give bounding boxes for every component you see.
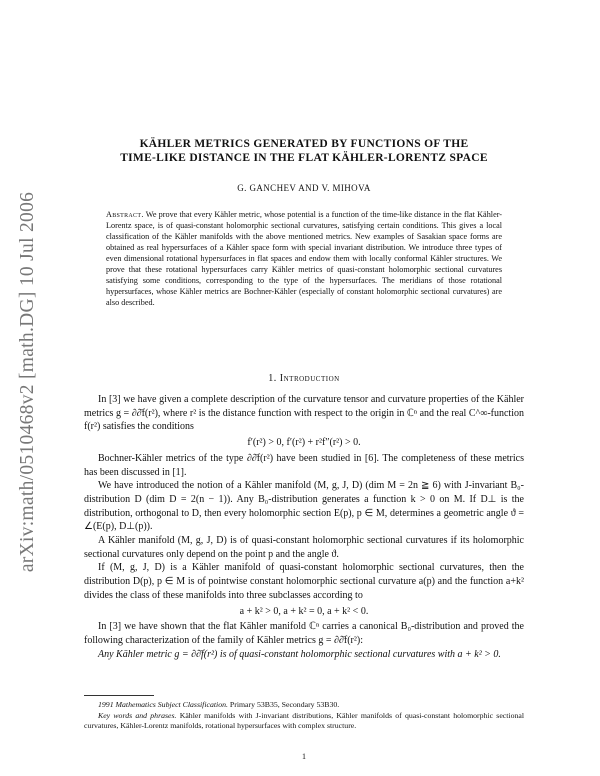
paragraph: In [3] we have given a complete description of the curvature tensor and curvature properties of the Kähler metrics g = ∂∂̄f(r²), where r² is the distance function with respect to the origin in ℂⁿ and the real C^∞-function f(r²) satisfies the conditions bbox=[84, 394, 524, 433]
section-heading bbox=[84, 373, 524, 384]
footnote-label: 1991 Mathematics Subject Classification. bbox=[98, 700, 228, 709]
paragraph: In [3] we have shown that the flat Kähler manifold ℂⁿ carries a canonical B₀-distribution and proved the following characterization of the family of Kähler metrics g = ∂∂̄f(r²): bbox=[84, 621, 524, 646]
footnote-label: Key words and phrases. bbox=[98, 710, 177, 720]
paragraph: We have introduced the notion of a Kähler manifold (M, g, J, D) (dim M = 2n ≧ 6) with J-invariant B₀-distribution D (dim D = 2(n − 1)). Any B₀-distribution generates a function k > 0 on M. If D⊥ is the distribution, orthogonal to D, then every holomorphic section E(p), p ∈ M, determines a geometric angle ϑ = ∠(E(p), D⊥(p)). bbox=[84, 480, 524, 533]
theorem-statement: Any Kähler metric g = ∂∂̄f(r²) is of quasi-constant holomorphic sectional curvatures with a + k² > 0. bbox=[98, 648, 501, 660]
footnote-keywords bbox=[84, 711, 524, 732]
display-equation: a + k² > 0, a + k² = 0, a + k² < 0. bbox=[239, 605, 369, 617]
arxiv-id-text: arXiv:math/0510468v2 [math.DG] 10 Jul 2006 bbox=[17, 191, 38, 573]
section-number: 1. bbox=[268, 373, 277, 384]
section-body bbox=[84, 393, 524, 661]
title-line-2: TIME-LIKE DISTANCE IN THE FLAT KÄHLER-LORENTZ SPACE bbox=[120, 152, 488, 164]
authors: G. GANCHEV AND V. MIHOVA bbox=[237, 183, 371, 193]
abstract bbox=[106, 209, 502, 308]
footnotes bbox=[84, 700, 524, 732]
footnote-rule bbox=[84, 695, 154, 696]
abstract-label: Abstract. bbox=[106, 210, 144, 219]
abstract-text: We prove that every Kähler metric, whose potential is a function of the time-like distance in the flat Kähler-Lorentz space, is of quasi-constant holomorphic sectional curvatures, satisfying certain conditions. This gives a local classification of the Kähler manifolds with the above mentioned metrics. New examples of Sasakian space forms are obtained as real hypersurfaces of a Kähler space form with special invariant distribution. We introduce three types of even dimensional rotational hypersurfaces in flat spaces and endow them with locally conformal Kähler structures. We prove that these rotational hypersurfaces carry Kähler metrics of quasi-constant holomorphic sectional curvatures satisfying some conditions, corresponding to the type of the hypersurfaces. The meridians of those rotational hypersurfaces, whose Kähler metrics are Bochner-Kähler (especially of constant holomorphic sectional curvatures) are also described. bbox=[106, 210, 502, 307]
title-line-1: KÄHLER METRICS GENERATED BY FUNCTIONS OF THE bbox=[139, 138, 469, 150]
footnote-text: Kähler manifolds with J-invariant distributions, Kähler manifolds of quasi-constant holomorphic sectional curvatures, Kähler-Lorentz manifolds, rotational hypersurfaces with complex structure. bbox=[84, 710, 524, 730]
paper-title bbox=[84, 137, 524, 165]
paragraph: If (M, g, J, D) is a Kähler manifold of quasi-constant holomorphic sectional curvatures, then the distribution D(p), p ∈ M is of pointwise constant holomorphic sectional curvature a(p) and the function a+k² divides the class of these manifolds into three subclasses according to bbox=[84, 562, 524, 601]
paragraph: A Kähler manifold (M, g, J, D) is of quasi-constant holomorphic sectional curvatures if its holomorphic sectional curvatures only depend on the point p and the angle ϑ. bbox=[84, 535, 524, 560]
page-number: 1 bbox=[302, 752, 306, 761]
arxiv-identifier bbox=[8, 162, 48, 602]
section-title: Introduction bbox=[279, 373, 340, 384]
footnote-text: Primary 53B35, Secondary 53B30. bbox=[229, 700, 340, 709]
paragraph: Bochner-Kähler metrics of the type ∂∂̄f(r²) have been studied in [6]. The completeness of these metrics has been discussed in [1]. bbox=[84, 452, 524, 478]
display-equation: f′(r²) > 0, f′(r²) + r²f″(r²) > 0. bbox=[247, 437, 361, 449]
footnote-msc bbox=[84, 700, 524, 711]
